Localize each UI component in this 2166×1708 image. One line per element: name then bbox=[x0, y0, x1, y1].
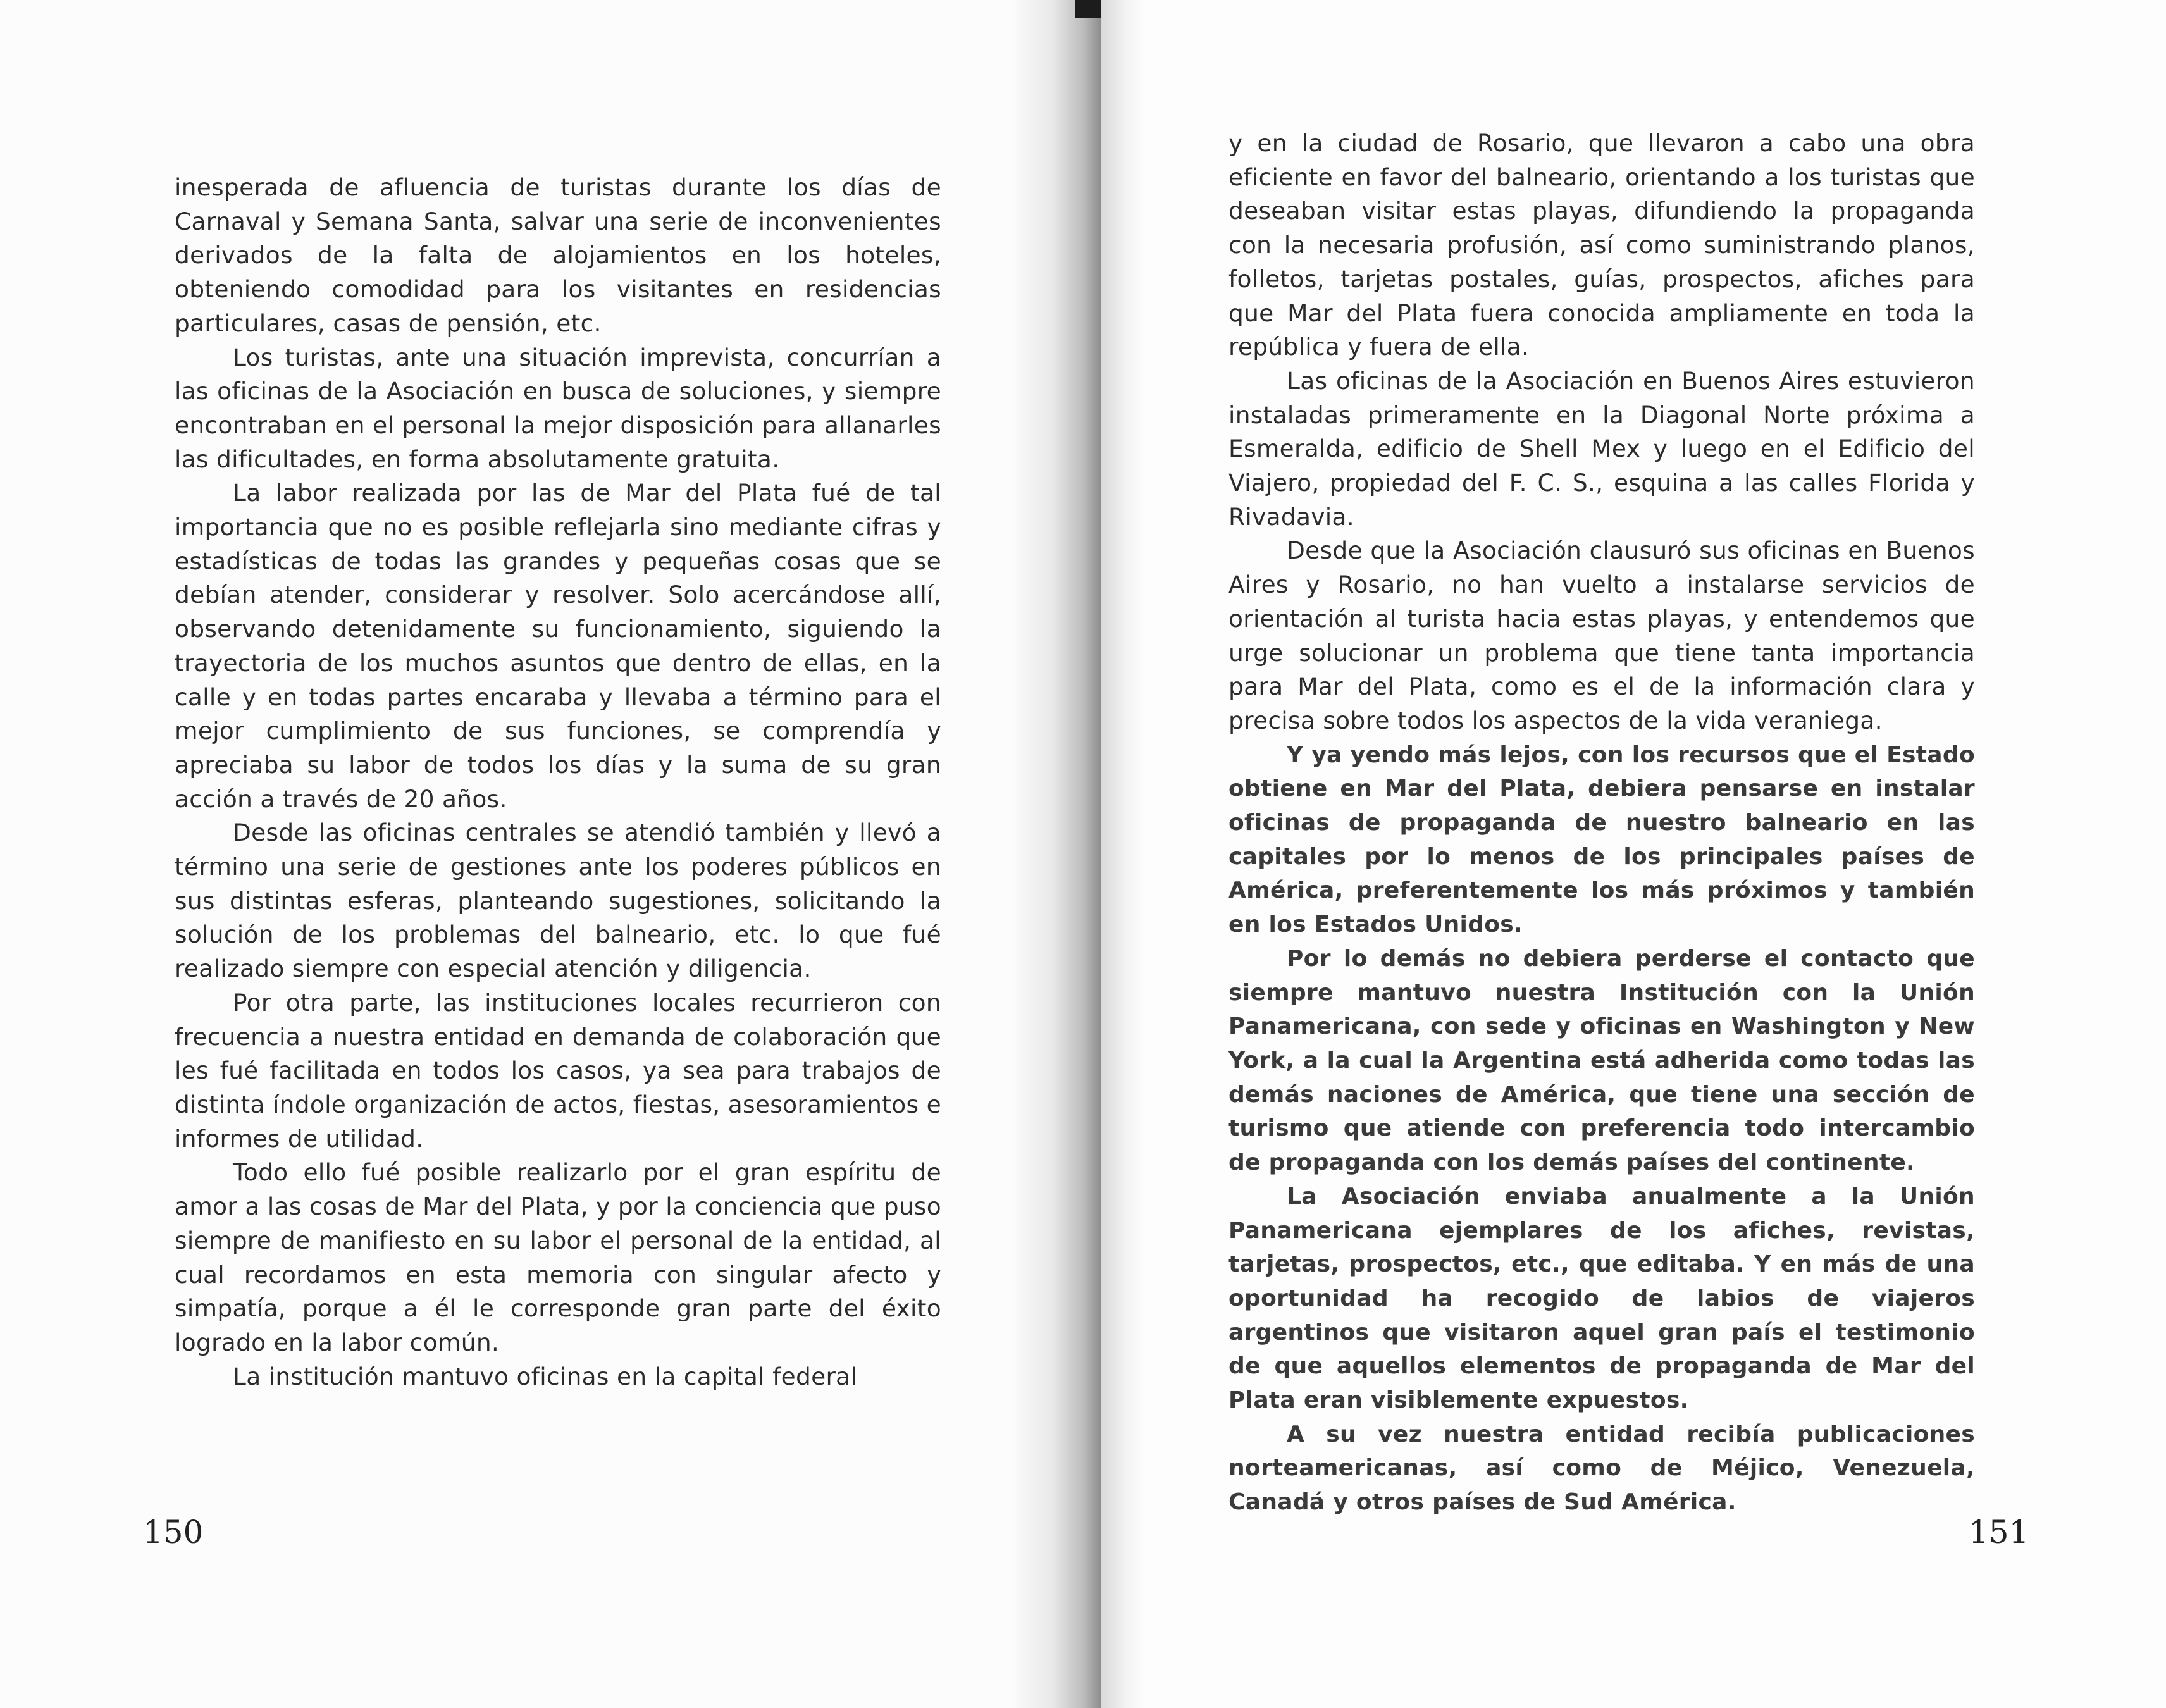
paragraph: inesperada de afluencia de turistas durante los días de Carnaval y Semana Santa, salvar una serie de inconvenientes derivados de la falta de alojamientos en los hoteles, obteniendo comodidad para los visitantes en residencias particulares, casas de pensión, etc. bbox=[175, 173, 941, 337]
bold-paragraph: A su vez nuestra entidad recibía publicaciones norteamericanas, así como de Méjico, Venezuela, Canadá y otros países de Sud América. bbox=[1228, 1421, 1975, 1516]
right-page bbox=[1101, 0, 2166, 1708]
paragraph: Desde que la Asociación clausuró sus oficinas en Buenos Aires y Rosario, no han vuelto a instalarse servicios de orientación al turista hacia estas playas, y entendemos que urge solucionar un problema que tiene tanta importancia para Mar del Plata, como es el de la información clara y precisa sobre todos los aspectos de la vida veraniega. bbox=[1228, 536, 1975, 734]
bold-paragraph: Y ya yendo más lejos, con los recursos que el Estado obtiene en Mar del Plata, debiera pensarse en instalar oficinas de propaganda de nuestro balneario en las capitales por lo menos de los principales países de América, preferentemente los más próximos y también en los Estados Unidos. bbox=[1228, 741, 1975, 938]
paragraph: Las oficinas de la Asociación en Buenos Aires estuvieron instaladas primeramente en la Diagonal Norte próxima a Esmeralda, edificio de Shell Mex y luego en el Edificio del Viajero, propiedad del F. C. S., esquina a las calles Florida y Rivadavia. bbox=[1228, 366, 1975, 531]
page-number-right: 151 bbox=[1969, 1514, 2029, 1550]
paragraph: Desde las oficinas centrales se atendió también y llevó a término una serie de gestiones ante los poderes públicos en sus distintas esferas, planteando sugestiones, solicitando la solución de los problemas del balneario, etc. lo que fué realizado siempre con especial atención y diligencia. bbox=[175, 819, 941, 983]
right-page-gutter-shadow bbox=[1101, 0, 1145, 1708]
paragraph: Los turistas, ante una situación imprevista, concurrían a las oficinas de la Asociación en busca de soluciones, y siempre encontraban en el personal la mejor disposición para allanarles las dificultades, en forma absolutamente gratuita. bbox=[175, 343, 941, 473]
right-page-text bbox=[1228, 127, 1975, 1519]
paragraph: Por otra parte, las instituciones locales recurrieron con frecuencia a nuestra entidad en demanda de colaboración que les fué facilitada en todos los casos, ya sea para trabajos de distinta índole organización de actos, fiestas, asesoramientos e informes de utilidad. bbox=[175, 988, 941, 1153]
paragraph: La institución mantuvo oficinas en la capital federal bbox=[233, 1362, 858, 1390]
book-spine-edge bbox=[1075, 0, 1101, 18]
paragraph: La labor realizada por las de Mar del Plata fué de tal importancia que no es posible reflejarla sino mediante cifras y estadísticas de todas las grandes y pequeñas cosas que se debían atender, considerar y resolver. Solo acercándose allí, observando detenidamente su funcionamiento, siguiendo la trayectoria de los muchos asuntos que dentro de ellas, en la calle y en todas partes encaraba y llevaba a término para el mejor cumplimiento de sus funciones, se comprendía y apreciaba su labor de todos los días y la suma de su gran acción a través de 20 años. bbox=[175, 479, 941, 813]
bold-paragraph: Por lo demás no debiera perderse el contacto que siempre mantuvo nuestra Institución con la Unión Panamericana, con sede y oficinas en Washington y New York, a la cual la Argentina está adherida como todas las demás naciones de América, que tiene una sección de turismo que atiende con preferencia todo intercambio de propaganda con los demás países del continente. bbox=[1228, 945, 1975, 1176]
page-number-left: 150 bbox=[143, 1514, 204, 1550]
book-gutter-shadow bbox=[1012, 0, 1101, 1708]
left-page-text bbox=[175, 171, 941, 1394]
bold-paragraph: La Asociación enviaba anualmente a la Unión Panamericana ejemplares de los afiches, revistas, tarjetas, prospectos, etc., que editaba. Y en más de una oportunidad ha recogido de labios de viajeros argentinos que visitaron aquel gran país el testimonio de que aquellos elementos de propaganda de Mar del Plata eran visiblemente expuestos. bbox=[1228, 1183, 1975, 1414]
paragraph: y en la ciudad de Rosario, que llevaron a cabo una obra eficiente en favor del balneario, orientando a los turistas que deseaban visitar estas playas, difundiendo la propaganda con la necesaria profusión, así como suministrando planos, folletos, tarjetas postales, guías, prospectos, afiches para que Mar del Plata fuera conocida ampliamente en toda la república y fuera de ella. bbox=[1228, 129, 1975, 361]
paragraph: Todo ello fué posible realizarlo por el gran espíritu de amor a las cosas de Mar del Plata, y por la conciencia que puso siempre de manifiesto en su labor el personal de la entidad, al cual recordamos en esta memoria con singular afecto y simpatía, porque a él le corresponde gran parte del éxito logrado en la labor común. bbox=[175, 1158, 941, 1356]
left-page bbox=[0, 0, 1069, 1708]
